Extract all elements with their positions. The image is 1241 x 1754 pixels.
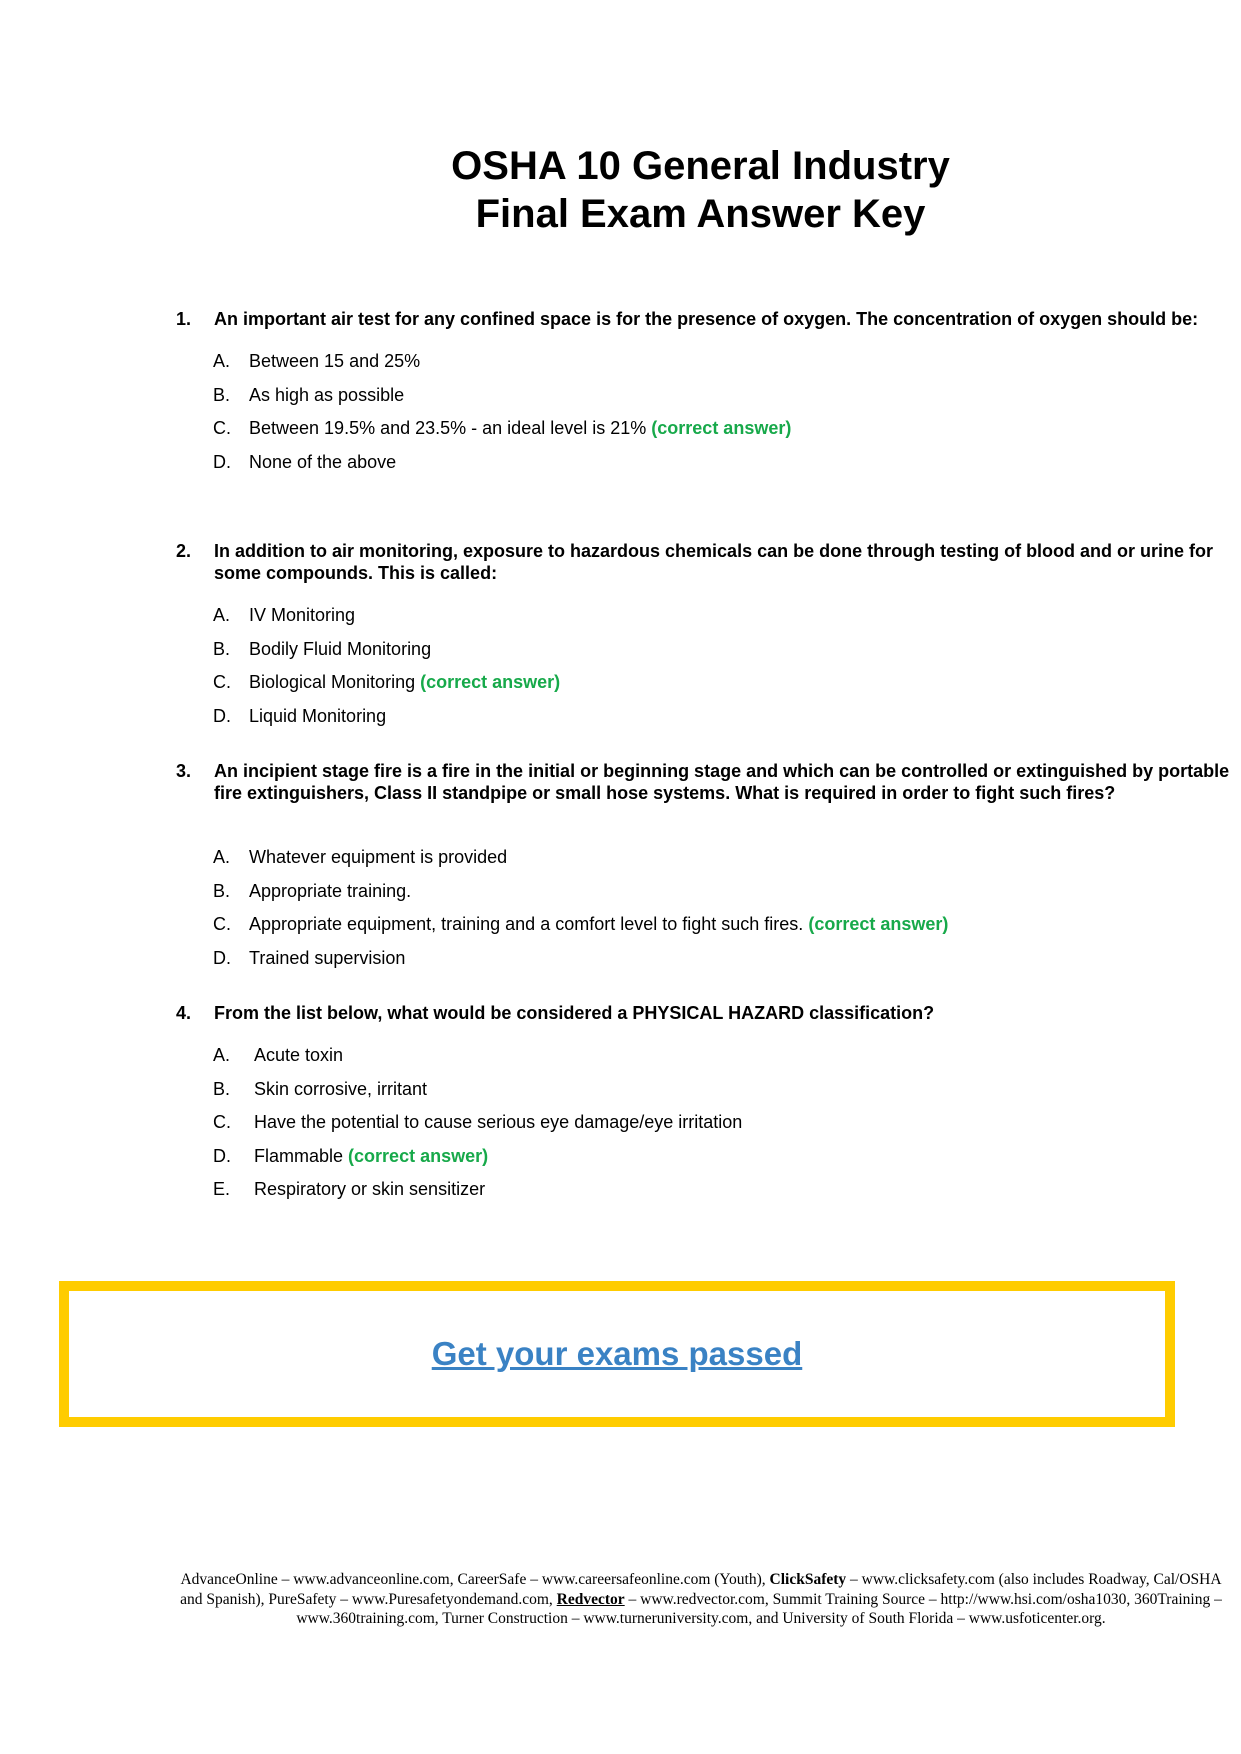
answer-option — [213, 705, 1236, 727]
option-text: As high as possible — [249, 384, 405, 405]
option-letter: A. — [213, 1045, 231, 1065]
answer-option-correct — [213, 913, 1236, 935]
question-prompt — [176, 1002, 1236, 1024]
answer-option — [213, 604, 1236, 626]
question-number: 3. — [176, 761, 192, 781]
option-text: Appropriate training. — [249, 880, 412, 901]
option-letter: D. — [213, 451, 231, 472]
get-exams-passed-link[interactable]: Get your exams passed — [431, 1335, 803, 1372]
correct-answer-tag: (correct answer) — [420, 672, 561, 692]
option-text: Biological Monitoring — [249, 672, 416, 692]
option-letter: D. — [213, 705, 231, 726]
answer-option — [213, 350, 1236, 372]
clicksafety-name: ClickSafety — [769, 1571, 847, 1588]
option-letter: B. — [213, 1078, 231, 1099]
question-number: 4. — [176, 1003, 192, 1023]
option-text: Between 19.5% and 23.5% - an ideal level is 21% — [249, 418, 647, 438]
answer-option — [213, 384, 1236, 406]
question-prompt — [176, 308, 1236, 330]
question-number: 2. — [176, 541, 192, 561]
question-prompt — [176, 760, 1236, 804]
option-letter: C. — [213, 914, 231, 934]
footer-text: – www.redvector.com, Summit Training Source – http://www.hsi.com/osha1030, 360Training – www.360training.com, Turner Construction – www.turneruniversity.com, and University of South Florida – www.usfoticenter.org. — [296, 1590, 1222, 1627]
option-text: None of the above — [249, 451, 397, 472]
option-letter: B. — [213, 880, 231, 901]
answer-option — [213, 1078, 1236, 1100]
option-text: Have the potential to cause serious eye damage/eye irritation — [254, 1112, 743, 1132]
option-letter: C. — [213, 1112, 231, 1132]
correct-answer-tag: (correct answer) — [808, 914, 949, 934]
answer-options — [176, 604, 1236, 727]
option-text: Skin corrosive, irritant — [254, 1078, 428, 1099]
footer-text: – www.clicksafety.com (also includes Roadway, Cal/OSHA and Spanish), PureSafety – www.Puresafetyondemand.com, — [180, 1571, 1222, 1608]
option-text: Bodily Fluid Monitoring — [249, 638, 432, 659]
answer-option — [213, 880, 1236, 902]
cta-banner — [59, 1281, 1175, 1427]
answer-option — [213, 451, 1236, 473]
option-letter: D. — [213, 1145, 231, 1166]
footer-providers — [178, 1570, 1224, 1629]
question-3 — [176, 760, 1236, 980]
redvector-name: Redvector — [556, 1590, 625, 1608]
option-text: Liquid Monitoring — [249, 705, 387, 726]
answer-options — [176, 350, 1236, 473]
answer-options — [176, 846, 1236, 969]
option-text: Respiratory or skin sensitizer — [254, 1179, 486, 1199]
option-text: Whatever equipment is provided — [249, 847, 508, 867]
option-text: Acute toxin — [254, 1045, 344, 1065]
option-letter: C. — [213, 418, 231, 438]
question-text: In addition to air monitoring, exposure to hazardous chemicals can be done through testing of blood and or urine for some compounds. This is called: — [214, 541, 1214, 583]
option-text: Flammable — [254, 1145, 344, 1166]
option-text: Between 15 and 25% — [249, 351, 421, 371]
title-line-1: OSHA 10 General Industry — [451, 144, 950, 188]
option-letter: A. — [213, 605, 231, 625]
question-2 — [176, 540, 1236, 738]
answer-option-correct — [213, 417, 1236, 439]
question-4 — [176, 1002, 1236, 1212]
option-letter: B. — [213, 638, 231, 659]
answer-option — [213, 846, 1236, 868]
option-letter: A. — [213, 351, 231, 371]
option-text: IV Monitoring — [249, 605, 356, 625]
answer-option — [213, 947, 1236, 969]
question-prompt — [176, 540, 1236, 584]
question-text: An important air test for any confined space is for the presence of oxygen. The concentration of oxygen should be: — [214, 309, 1199, 329]
answer-option-correct — [213, 671, 1236, 693]
page-title — [0, 142, 1241, 238]
answer-option — [213, 1178, 1236, 1200]
footer-text: AdvanceOnline – www.advanceonline.com, CareerSafe – www.careersafeonline.com (Youth), — [180, 1571, 770, 1588]
option-letter: E. — [213, 1179, 231, 1199]
answer-options — [176, 1044, 1236, 1200]
answer-option-correct — [213, 1145, 1236, 1167]
option-letter: C. — [213, 672, 231, 692]
question-text: From the list below, what would be considered a PHYSICAL HAZARD classification? — [214, 1003, 935, 1023]
option-text: Appropriate equipment, training and a comfort level to fight such fires. — [249, 914, 804, 934]
option-text: Trained supervision — [249, 947, 406, 968]
correct-answer-tag: (correct answer) — [651, 418, 792, 438]
answer-option — [213, 1111, 1236, 1133]
correct-answer-tag: (correct answer) — [348, 1145, 489, 1166]
question-1 — [176, 308, 1236, 484]
answer-option — [213, 1044, 1236, 1066]
option-letter: D. — [213, 947, 231, 968]
question-text: An incipient stage fire is a fire in the initial or beginning stage and which can be controlled or extinguished by portable fire extinguishers, Class II standpipe or small hose systems. What is required in order to fight such fires? — [214, 761, 1230, 803]
question-number: 1. — [176, 309, 192, 329]
title-line-2: Final Exam Answer Key — [475, 192, 926, 236]
option-letter: B. — [213, 384, 231, 405]
answer-option — [213, 638, 1236, 660]
option-letter: A. — [213, 847, 231, 867]
